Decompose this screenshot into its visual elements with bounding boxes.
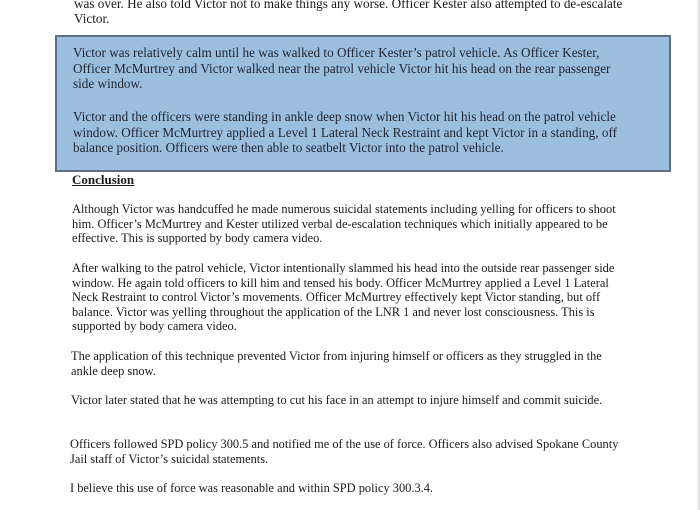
highlighted-passage [55, 35, 671, 172]
highlighted-paragraph-2: Victor and the officers were standing in ankle deep snow when Victor hit his head on the patrol vehicle window. Officer McMurtrey applied a Level 1 Lateral Neck Restraint and kept Victor in a standing, off balance position. Officers were then able to seatbelt Victor into the patrol vehicle. [73, 109, 617, 156]
conclusion-paragraph: The application of this technique prevented Victor from injuring himself or officers as they struggled in the ankle deep snow. [71, 349, 602, 378]
highlighted-paragraph-1: Victor was relatively calm until he was walked to Officer Kester’s patrol vehicle. As Officer Kester, Officer McMurtrey and Victor walked near the patrol vehicle Victor hit his head on the rear passenger side window. [73, 45, 611, 92]
conclusion-paragraph: I believe this use of force was reasonable and within SPD policy 300.3.4. [70, 481, 434, 495]
conclusion-paragraph: After walking to the patrol vehicle, Victor intentionally slammed his head into the outside rear passenger side window. He again told officers to kill him and tensed his body. Officer McMurtrey applied a Level 1 Lateral Neck Restraint to control Victor’s movements. Officer McMurtrey effectively kept Victor standing, but off balance. Victor was yelling throughout the application of the LNR 1 and never lost consciousness. This is supported by body camera video. [72, 261, 615, 334]
page-edge-shadow [696, 0, 700, 510]
conclusion-paragraph: Although Victor was handcuffed he made numerous suicidal statements including yelling for officers to shoot him. Officer’s McMurtrey and Kester utilized verbal de-escalation techniques which initially appeared to be effective. This is supported by body camera video. [72, 202, 616, 246]
previous-paragraph-fragment: was over. He also told Victor not to make things any worse. Officer Kester also attempted to de-escalate Victor. [74, 0, 623, 26]
conclusion-paragraph: Victor later stated that he was attempting to cut his face in an attempt to injure himself and commit suicide. [71, 393, 603, 407]
conclusion-heading: Conclusion [72, 172, 135, 187]
conclusion-paragraph: Officers followed SPD policy 300.5 and notified me of the use of force. Officers also advised Spokane County Jail staff of Victor’s suicidal statements. [70, 437, 619, 466]
